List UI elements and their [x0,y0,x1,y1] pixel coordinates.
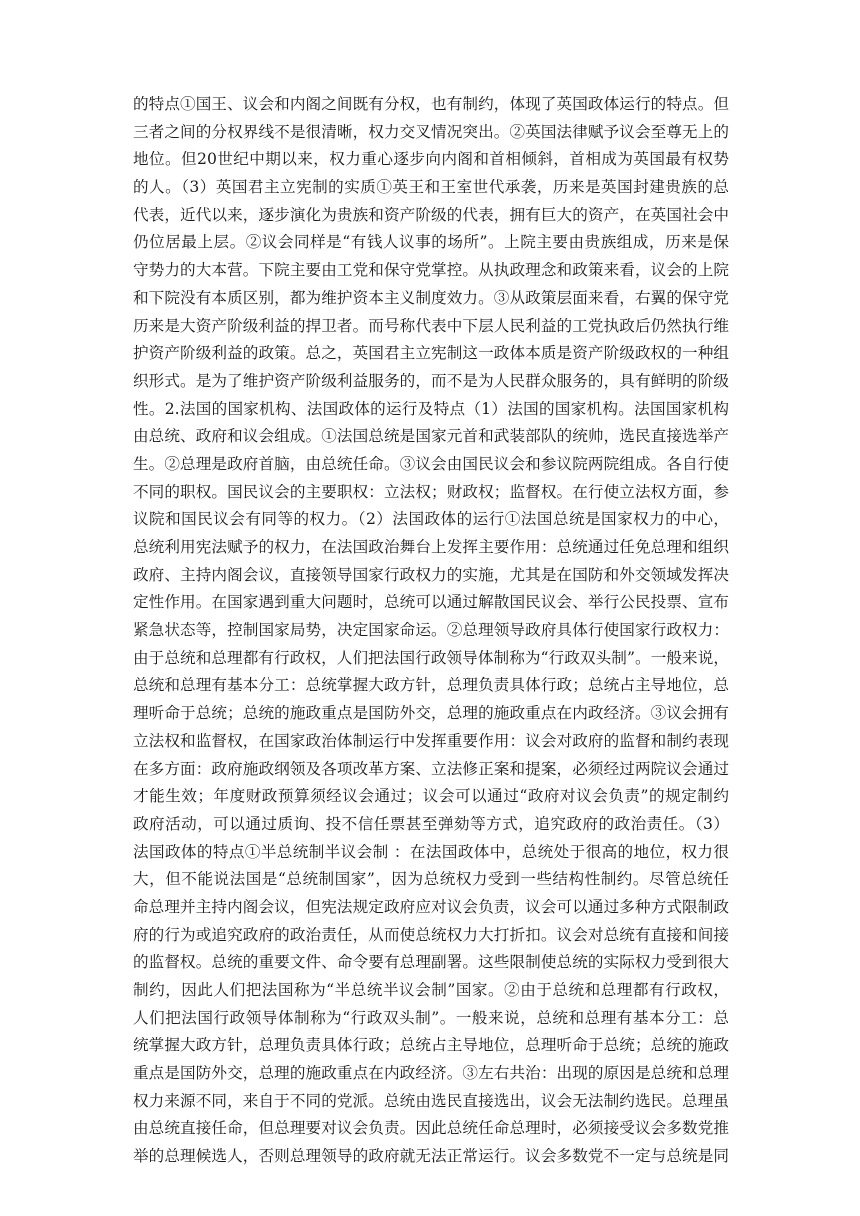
text-line: 在多方面：政府施政纲领及各项改革方案、立法修正案和提案，必须经过两院议会通过 [133,759,729,778]
text-line: 历来是大资产阶级利益的捍卫者。而号称代表中下层人民利益的工党执政后仍然执行维 [133,316,729,335]
text-line: 的特点①国王、议会和内阁之间既有分权，也有制约，体现了英国政体运行的特点。但 [133,95,729,113]
text-line: 命总理并主持内阁会议，但宪法规定政府应对议会负责，议会可以通过多种方式限制政 [133,897,729,916]
text-line: 生。②总理是政府首脑，由总统任命。③议会由国民议会和参议院两院组成。各自行使 [133,454,729,473]
text-line: 由总统直接任命，但总理要对议会负责。因此总统任命总理时，必须接受议会多数党推 [133,1119,729,1138]
text-line: 大，但不能说法国是“总统制国家”，因为总统权力受到一些结构性制约。尽管总统任 [133,870,729,889]
text-line: 总统和总理有基本分工：总统掌握大政方针，总理负责具体行政；总统占主导地位，总 [133,676,729,695]
text-line: 地位。但20世纪中期以来，权力重心逐步向内阁和首相倾斜，首相成为英国最有权势 [133,150,729,169]
text-line: 守势力的大本营。下院主要由工党和保守党掌控。从执政理念和政策来看，议会的上院 [133,261,729,280]
text-line: 立法权和监督权，在国家政治体制运行中发挥重要作用：议会对政府的监督和制约表现 [133,731,729,750]
text-line: 政府活动，可以通过质询、投不信任票甚至弹劾等方式，追究政府的政治责任。（3） [133,814,729,833]
text-line: 由总统、政府和议会组成。①法国总统是国家元首和武装部队的统帅，选民直接选举产 [133,427,729,446]
text-line: 护资产阶级利益的政策。总之，英国君主立宪制这一政体本质是资产阶级政权的一种组 [133,344,729,363]
text-line: 理听命于总统；总统的施政重点是国防外交，总理的施政重点在内政经济。③议会拥有 [133,704,729,723]
text-line: 三者之间的分权界线不是很清晰，权力交叉情况突出。②英国法律赋予议会至尊无上的 [133,122,729,141]
text-line: 重点是国防外交，总理的施政重点在内政经济。③左右共治：出现的原因是总统和总理 [133,1064,729,1083]
text-line: 由于总统和总理都有行政权，人们把法国行政领导体制称为“行政双头制”。一般来说， [133,648,729,667]
text-line: 的监督权。总统的重要文件、命令要有总理副署。这些限制使总统的实际权力受到很大 [133,953,729,972]
text-line: 仍位居最上层。②议会同样是“有钱人议事的场所”。上院主要由贵族组成，历来是保 [133,233,729,252]
body-text [133,91,729,1171]
text-line: 总统利用宪法赋予的权力，在法国政治舞台上发挥主要作用：总统通过任免总理和组织 [133,538,729,556]
text-line: 议院和国民议会有同等的权力。（2）法国政体的运行①法国总统是国家权力的中心， [133,510,729,529]
text-line: 政府、主持内阁会议，直接领导国家行政权力的实施，尤其是在国防和外交领域发挥决 [133,565,729,584]
text-line: 制约，因此人们把法国称为“半总统半议会制”国家。②由于总统和总理都有行政权， [133,981,729,999]
text-line: 法国政体的特点①半总统制半议会制 ：在法国政体中，总统处于很高的地位，权力很 [133,842,729,861]
text-line: 定性作用。在国家遇到重大问题时，总统可以通过解散国民议会、举行公民投票、宣布 [133,593,729,612]
text-line: 权力来源不同，来自于不同的党派。总统由选民直接选出，议会无法制约选民。总理虽 [133,1091,729,1110]
text-line: 和下院没有本质区别，都为维护资本主义制度效力。③从政策层面来看，右翼的保守党 [133,288,729,307]
text-line: 织形式。是为了维护资产阶级利益服务的，而不是为人民群众服务的，具有鲜明的阶级 [133,371,729,390]
text-line: 人们把法国行政领导体制称为“行政双头制”。一般来说，总统和总理有基本分工：总 [133,1008,729,1027]
text-line: 的人。（3）英国君主立宪制的实质①英王和王室世代承袭，历来是英国封建贵族的总 [133,178,729,197]
text-line: 紧急状态等，控制国家局势，决定国家命运。②总理领导政府具体行使国家行政权力： [133,621,729,640]
text-line: 代表，近代以来，逐步演化为贵族和资产阶级的代表，拥有巨大的资产，在英国社会中 [133,205,729,224]
text-line: 性。2.法国的国家机构、法国政体的运行及特点（1）法国的国家机构。法国国家机构 [133,399,729,418]
text-line: 举的总理候选人，否则总理领导的政府就无法正常运行。议会多数党不一定与总统是同 [133,1147,729,1166]
text-line: 不同的职权。国民议会的主要职权：立法权；财政权；监督权。在行使立法权方面，参 [133,482,729,501]
text-line: 府的行为或追究政府的政治责任，从而使总统权力大打折扣。议会对总统有直接和间接 [133,925,729,944]
text-line: 才能生效；年度财政预算须经议会通过；议会可以通过“政府对议会负责”的规定制约 [133,787,729,806]
text-line: 统掌握大政方针，总理负责具体行政；总统占主导地位，总理听命于总统；总统的施政 [133,1036,729,1055]
